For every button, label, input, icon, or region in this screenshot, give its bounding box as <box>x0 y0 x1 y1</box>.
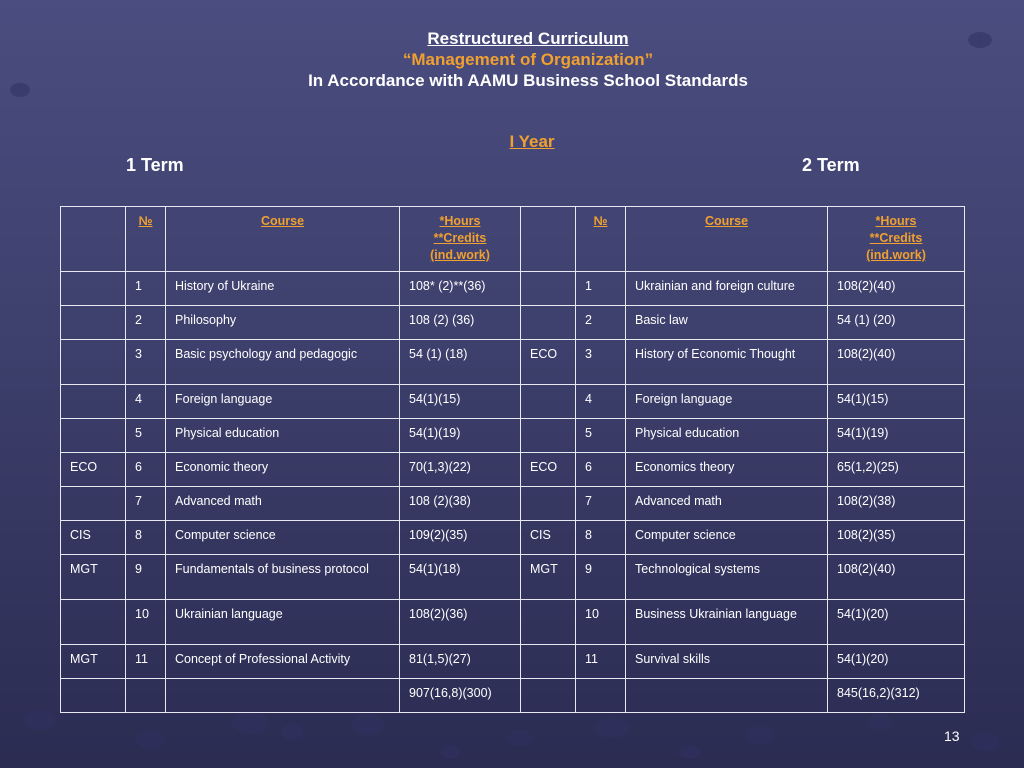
code-term2 <box>521 487 576 521</box>
code-term2 <box>521 679 576 713</box>
code-term1: ECO <box>61 453 126 487</box>
hours-term1: 108 (2)(38) <box>400 487 521 521</box>
total-hours-term1: 907(16,8)(300) <box>400 679 521 713</box>
num-term2: 2 <box>576 306 626 340</box>
slide-subtitle: “Management of Organization” <box>402 50 654 69</box>
code-term2 <box>521 272 576 306</box>
num-term1: 11 <box>126 645 166 679</box>
table-row <box>61 521 965 555</box>
term1-heading: 1 Term <box>126 155 184 175</box>
course-term2: Computer science <box>626 521 828 555</box>
num-term1 <box>126 679 166 713</box>
title-block <box>0 28 1024 92</box>
code-term2 <box>521 419 576 453</box>
num-term2: 5 <box>576 419 626 453</box>
hours-term1: 108* (2)**(36) <box>400 272 521 306</box>
course-term2: Economics theory <box>626 453 828 487</box>
total-hours-term2: 845(16,2)(312) <box>828 679 965 713</box>
header-hours-term1 <box>400 207 521 272</box>
code-term2 <box>521 306 576 340</box>
hours-term1: 109(2)(35) <box>400 521 521 555</box>
header-hours-term2 <box>828 207 965 272</box>
course-term2: Physical education <box>626 419 828 453</box>
hours-term1: 54(1)(15) <box>400 385 521 419</box>
course-term1: Fundamentals of business protocol <box>166 555 400 600</box>
num-term1: 8 <box>126 521 166 555</box>
code-term2: ECO <box>521 340 576 385</box>
table-row <box>61 453 965 487</box>
code-term1 <box>61 487 126 521</box>
header-num-term2: № <box>576 207 626 272</box>
table-row <box>61 306 965 340</box>
code-term1 <box>61 272 126 306</box>
header-code-term1 <box>61 207 126 272</box>
hours-term2: 108(2)(35) <box>828 521 965 555</box>
num-term2: 3 <box>576 340 626 385</box>
code-term2: MGT <box>521 555 576 600</box>
course-term1 <box>166 679 400 713</box>
hours-term2: 54(1)(20) <box>828 600 965 645</box>
code-term2 <box>521 385 576 419</box>
course-term1: Physical education <box>166 419 400 453</box>
num-term1: 5 <box>126 419 166 453</box>
code-term2 <box>521 600 576 645</box>
header-course-term1: Course <box>166 207 400 272</box>
code-term1: MGT <box>61 555 126 600</box>
table-row <box>61 555 965 600</box>
header-indwork-line3: (ind.work) <box>866 248 926 262</box>
course-term2: Business Ukrainian language <box>626 600 828 645</box>
course-term1: Philosophy <box>166 306 400 340</box>
course-term1: Computer science <box>166 521 400 555</box>
curriculum-table <box>60 206 965 713</box>
num-term1: 10 <box>126 600 166 645</box>
hours-term1: 54 (1) (18) <box>400 340 521 385</box>
code-term2: CIS <box>521 521 576 555</box>
table-row <box>61 487 965 521</box>
page-number: 13 <box>944 728 960 744</box>
course-term1: Advanced math <box>166 487 400 521</box>
header-hours-line1: *Hours <box>875 214 917 228</box>
table-row <box>61 645 965 679</box>
hours-term2: 108(2)(40) <box>828 555 965 600</box>
table-row <box>61 600 965 645</box>
course-term2: History of Economic Thought <box>626 340 828 385</box>
header-credits-line2: **Credits <box>869 231 923 245</box>
table-row <box>61 272 965 306</box>
hours-term2: 108(2)(38) <box>828 487 965 521</box>
course-term1: History of Ukraine <box>166 272 400 306</box>
course-term2: Ukrainian and foreign culture <box>626 272 828 306</box>
course-term1: Basic psychology and pedagogic <box>166 340 400 385</box>
hours-term1: 54(1)(18) <box>400 555 521 600</box>
code-term2 <box>521 645 576 679</box>
course-term1: Ukrainian language <box>166 600 400 645</box>
num-term2: 1 <box>576 272 626 306</box>
num-term1: 7 <box>126 487 166 521</box>
code-term1 <box>61 306 126 340</box>
num-term1: 1 <box>126 272 166 306</box>
hours-term2: 65(1,2)(25) <box>828 453 965 487</box>
hours-term2: 54(1)(20) <box>828 645 965 679</box>
hours-term1: 108 (2) (36) <box>400 306 521 340</box>
num-term2: 11 <box>576 645 626 679</box>
table-row <box>61 340 965 385</box>
hours-term2: 108(2)(40) <box>828 340 965 385</box>
header-hours-line1: *Hours <box>439 214 481 228</box>
code-term1 <box>61 419 126 453</box>
header-code-term2 <box>521 207 576 272</box>
hours-term1: 54(1)(19) <box>400 419 521 453</box>
code-term1 <box>61 679 126 713</box>
course-term1: Economic theory <box>166 453 400 487</box>
table-row <box>61 385 965 419</box>
code-term1 <box>61 385 126 419</box>
num-term2: 9 <box>576 555 626 600</box>
course-term2 <box>626 679 828 713</box>
num-term2: 7 <box>576 487 626 521</box>
num-term1: 4 <box>126 385 166 419</box>
code-term1 <box>61 600 126 645</box>
num-term1: 2 <box>126 306 166 340</box>
hours-term1: 70(1,3)(22) <box>400 453 521 487</box>
num-term2: 10 <box>576 600 626 645</box>
hours-term2: 54 (1) (20) <box>828 306 965 340</box>
hours-term1: 108(2)(36) <box>400 600 521 645</box>
num-term1: 3 <box>126 340 166 385</box>
hours-term2: 54(1)(15) <box>828 385 965 419</box>
term2-heading: 2 Term <box>802 155 860 175</box>
code-term1 <box>61 340 126 385</box>
header-num-term1: № <box>126 207 166 272</box>
num-term1: 6 <box>126 453 166 487</box>
course-term2: Foreign language <box>626 385 828 419</box>
num-term2: 6 <box>576 453 626 487</box>
header-credits-line2: **Credits <box>433 231 487 245</box>
code-term2: ECO <box>521 453 576 487</box>
code-term1: CIS <box>61 521 126 555</box>
hours-term2: 54(1)(19) <box>828 419 965 453</box>
num-term2 <box>576 679 626 713</box>
header-course-term2: Course <box>626 207 828 272</box>
table-row <box>61 419 965 453</box>
hours-term2: 108(2)(40) <box>828 272 965 306</box>
course-term2: Survival skills <box>626 645 828 679</box>
course-term2: Basic law <box>626 306 828 340</box>
slide-subtitle-standards: In Accordance with AAMU Business School Standards <box>308 71 748 90</box>
table-header-row <box>61 207 965 272</box>
num-term2: 8 <box>576 521 626 555</box>
num-term2: 4 <box>576 385 626 419</box>
code-term1: MGT <box>61 645 126 679</box>
course-term2: Advanced math <box>626 487 828 521</box>
course-term2: Technological systems <box>626 555 828 600</box>
slide-title: Restructured Curriculum <box>427 29 629 48</box>
num-term1: 9 <box>126 555 166 600</box>
course-term1: Concept of Professional Activity <box>166 645 400 679</box>
year-heading: I Year <box>509 132 555 151</box>
table-total-row <box>61 679 965 713</box>
course-term1: Foreign language <box>166 385 400 419</box>
hours-term1: 81(1,5)(27) <box>400 645 521 679</box>
header-indwork-line3: (ind.work) <box>430 248 490 262</box>
